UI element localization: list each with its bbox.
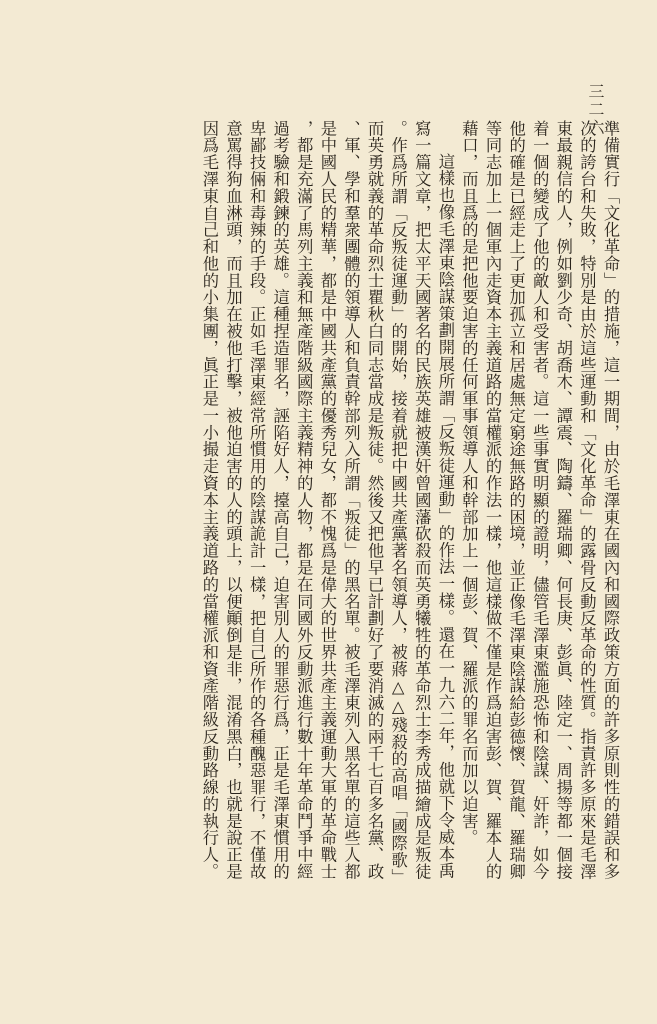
text-column: 東最親信的人，例如劉少奇、胡喬木、譚震、陶鑄、羅瑞卿、何長庚、彭眞、陸定一、周揚等都一個接 [553, 120, 573, 881]
text-column: 藉口，而且爲的是把他要迫害的任何軍事領導人和幹部加上一個彭、賀、羅派的罪名而加以迫害。 [459, 120, 479, 847]
text-column: 這樣也像毛澤東陰謀策劃開展所謂「反叛徒運動」的作法一樣。還在一九六二年，他就下令威本禹 [435, 153, 455, 880]
text-column: 。作爲所謂「反叛徒運動」的開始，接着就把中國共產黨著名領導人，被蔣△△殘殺的高唱「國際歌」 [388, 120, 408, 886]
text-column: 因爲毛澤東自己和他的小集團，眞正是一小撮走資本主義道路的當權派和資產階級反動路線的執行人。 [199, 120, 219, 881]
text-column: 而英勇就義的革命烈士瞿秋白同志當成是叛徒。然後又把他早已計劃好了要消滅的兩千七百多名黨、政 [365, 120, 385, 881]
text-column: 準備實行「文化革命」的措施，這一期間，由於毛澤東在國內和國際政策方面的許多原則性的錯誤和多 [601, 120, 620, 881]
page-number: 三二六 [586, 83, 605, 137]
text-column: 着一個的變成了他的敵人和受害者。這一些事實明顯的證明，儘管毛澤東濫施恐怖和陰謀、奸詐，如今 [530, 120, 550, 881]
text-column: ，都是充滿了馬列主義和無產階級國際主義精神的人物，都是在同國外反動派進行數十年革命鬥爭中經 [294, 120, 314, 881]
text-column: 過考驗和鍛鍊的英雄。這種捏造罪名，誣陷好人，擡高自己，迫害別人的罪惡行爲，正是毛澤東慣用的 [270, 120, 290, 881]
text-column: 、軍、學和羣衆團體的領導人和負責幹部列入所謂「叛徒」的黑名單。被毛澤東列入黑名單的這些人都 [341, 120, 361, 881]
text-column: 寫一篇文章，把太平天國著名的民族英雄被漢奸曾國藩砍殺而英勇犧牲的革命烈士李秀成描繪成是叛徒 [412, 120, 432, 881]
text-column: 是中國人民的精華，都是中國共產黨的優秀兒女，都不愧爲是偉大的世界共產主義運動大軍的革命戰士 [317, 120, 337, 881]
text-column: 卑鄙技倆和毒辣的手段。正如毛澤東經常所慣用的陰謀詭計一樣，把自己所作的各種醜惡罪行，不僅故 [247, 120, 267, 881]
text-column: 次的誇台和失敗，特別是由於這些運動和「文化革命」的露骨反動反革命的性質。指責許多原來是毛澤 [577, 120, 597, 881]
text-column: 意罵得狗血淋頭，而且加在被他打擊，被他迫害的人的頭上，以便顚倒是非，混淆黑白，也就是說正是 [223, 120, 243, 881]
text-column: 等同志加上一個軍內走資本主義道路的當權派的作法一樣，他這樣做不僅是作爲迫害彭、賀、羅本人的 [483, 120, 503, 881]
body-text [32, 120, 622, 950]
text-column: 他的確是已經走上了更加孤立和居處無定窮途無路的困境，並正像毛澤東陰謀給彭德懷、賀龍、羅瑞卿 [506, 120, 526, 881]
